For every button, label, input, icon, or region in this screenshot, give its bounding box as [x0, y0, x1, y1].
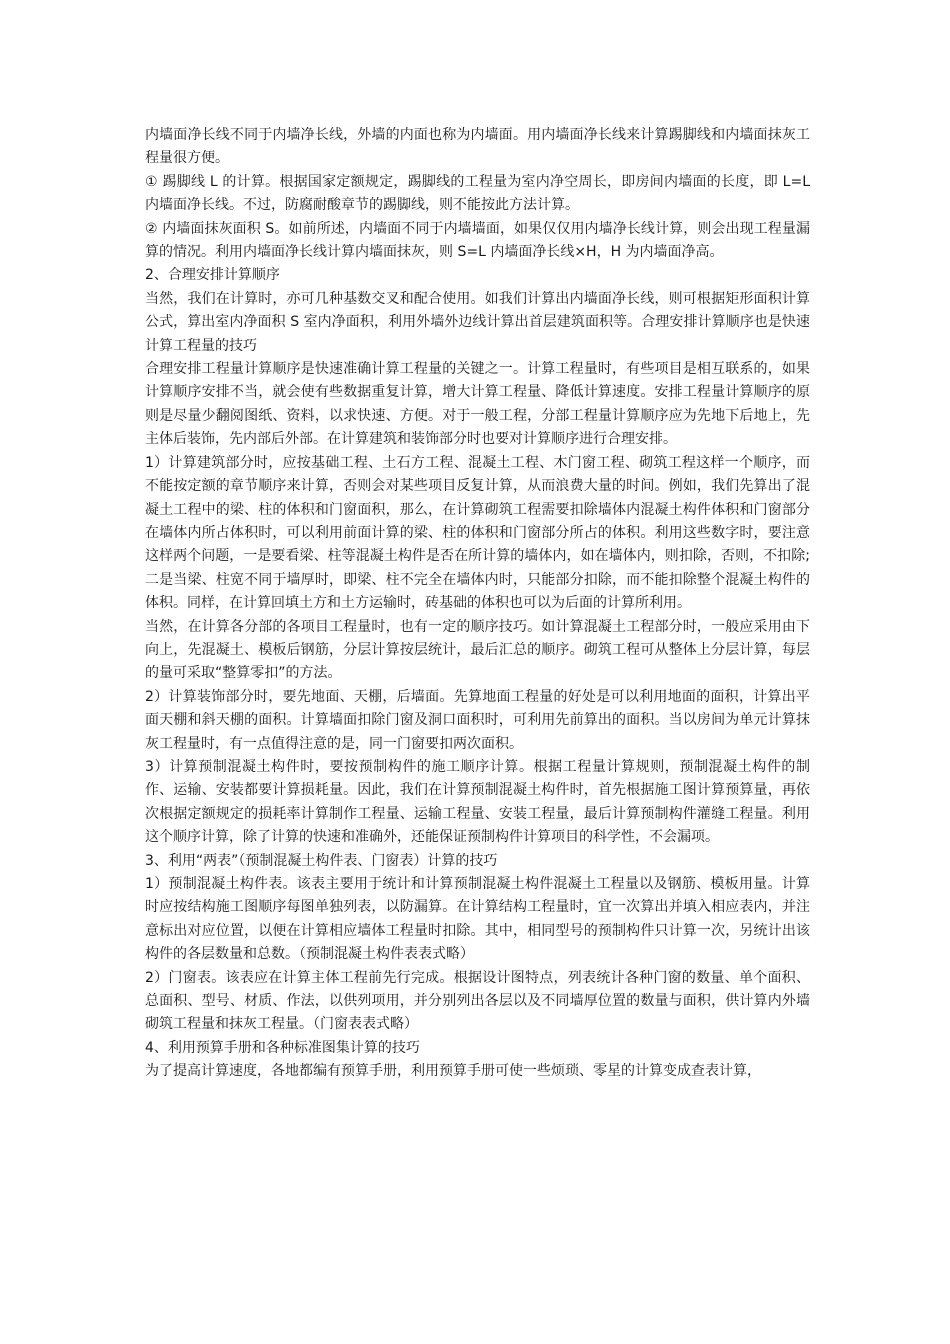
paragraph-precast-components: 3）计算预制混凝土构件时，要按预制构件的施工顺序计算。根据工程量计算规则，预制混凝土构件的制作、运输、安装都要计算损耗量。因此，我们在计算预制混凝土构件时，首先根据施工图计算预算量，再依次根据定额规定的损耗率计算制作工程量、运输工程量、安装工程量，最后计算预制构件灌缝工程量。利用这个顺序计算，除了计算的快速和准确外，还能保证预制构件计算项目的科学性，不会漏项。 [145, 758, 810, 846]
section-heading-handbook: 4、利用预算手册和各种标准图集计算的技巧 [145, 1039, 420, 1056]
paragraph-plaster-area: ② 内墙面抹灰面积 S。如前所述，内墙面不同于内墙墙面，如果仅仅用内墙净长线计算，则会出现工程量漏算的情况。利用内墙面净长线计算内墙面抹灰，则 S=L 内墙面净长线×H，H 为内墙面净高。 [145, 220, 810, 261]
paragraph-decoration-part: 2）计算装饰部分时，要先地面、天棚，后墙面。先算地面工程量的好处是可以利用地面的面积，计算出平面天棚和斜天棚的面积。计算墙面扣除门窗及洞口面积时，可利用先前算出的面积。当以房间为单元计算抹灰工程量时，有一点值得注意的是，同一门窗要扣两次面积。 [145, 688, 810, 752]
section-heading-two-tables: 3、利用“两表”（预制混凝土构件表、门窗表）计算的技巧 [145, 852, 498, 869]
paragraph-subitem-order: 当然，在计算各分部的各项目工程量时，也有一定的顺序技巧。如计算混凝土工程部分时，一般应采用由下向上，先混凝土、模板后钢筋，分层计算按层统计，最后汇总的顺序。砌筑工程可从整体上分层计算，每层的量可采取“整算零扣”的方法。 [145, 618, 810, 682]
document-body [145, 124, 810, 1084]
paragraph-precast-table: 1）预制混凝土构件表。该表主要用于统计和计算预制混凝土构件混凝土工程量以及钢筋、模板用量。计算时应按结构施工图顺序每图单独列表，以防漏算。在计算结构工程量时，宜一次算出并填入相应表内，并注意标出对应位置，以便在计算相应墙体工程量时扣除。其中，相同型号的预制构件只计算一次，另统计出该构件的各层数量和总数。（预制混凝土构件表表式略） [145, 876, 810, 963]
paragraph-building-part: 1）计算建筑部分时，应按基础工程、土石方工程、混凝土工程、木门窗工程、砌筑工程这样一个顺序，而不能按定额的章节顺序来计算，否则会对某些项目反复计算，从而浪费大量的时间。例如，我们先算出了混凝土工程中的梁、柱的体积和门窗面积，那么，在计算砌筑工程需要扣除墙体内混凝土构件体积和门窗部分在墙体内所占体积时，可以利用前面计算的梁、柱的体积和门窗部分所占的体积。利用这些数字时，要注意这样两个问题，一是要看梁、柱等混凝土构件是否在所计算的墙体内，如在墙体内，则扣除，否则，不扣除;二是当梁、柱宽不同于墙厚时，即梁、柱不完全在墙体内时，只能部分扣除，而不能扣除整个混凝土构件的体积。同样，在计算回填土方和土方运输时，砖基础的体积也可以为后面的计算所利用。 [145, 454, 810, 612]
paragraph-inner-wall-net-length: 内墙面净长线不同于内墙净长线，外墙的内面也称为内墙面。用内墙面净长线来计算踢脚线和内墙面抹灰工程量很方便。 [145, 127, 810, 167]
paragraph-door-window-table: 2）门窗表。该表应在计算主体工程前先行完成。根据设计图特点，列表统计各种门窗的数量、单个面积、总面积、型号、材质、作法，以供列项用，并分别列出各层以及不同墙厚位置的数量与面积，供计算内外墙砌筑工程量和抹灰工程量。（门窗表表式略） [145, 969, 810, 1033]
paragraph-skirting-calculation: ① 踢脚线 L 的计算。根据国家定额规定，踢脚线的工程量为室内净空周长，即房间内墙面的长度，即 L=L 内墙面净长线。不过，防腐耐酸章节的踢脚线，则不能按此方法计算。 [145, 173, 810, 214]
section-heading-calculation-order: 2、合理安排计算顺序 [145, 267, 280, 284]
paragraph-handbook: 为了提高计算速度，各地都编有预算手册，利用预算手册可使一些烦琐、零星的计算变成查表计算， [145, 1063, 761, 1080]
paragraph-combined-bases: 当然，我们在计算时，亦可几种基数交叉和配合使用。如我们计算出内墙面净长线，则可根据矩形面积计算公式，算出室内净面积 S 室内净面积，利用外墙外边线计算出首层建筑面积等。合理安排计算顺序也是快速计算工程量的技巧 [145, 290, 810, 354]
paragraph-order-principle: 合理安排工程量计算顺序是快速准确计算工程量的关键之一。计算工程量时，有些项目是相互联系的，如果计算顺序安排不当，就会使有些数据重复计算，增大计算工程量、降低计算速度。安排工程量计算顺序的原则是尽量少翻阅图纸、资料，以求快速、方便。对于一般工程，分部工程量计算顺序应为先地下后地上，先主体后装饰，先内部后外部。在计算建筑和装饰部分时也要对计算顺序进行合理安排。 [145, 361, 810, 448]
